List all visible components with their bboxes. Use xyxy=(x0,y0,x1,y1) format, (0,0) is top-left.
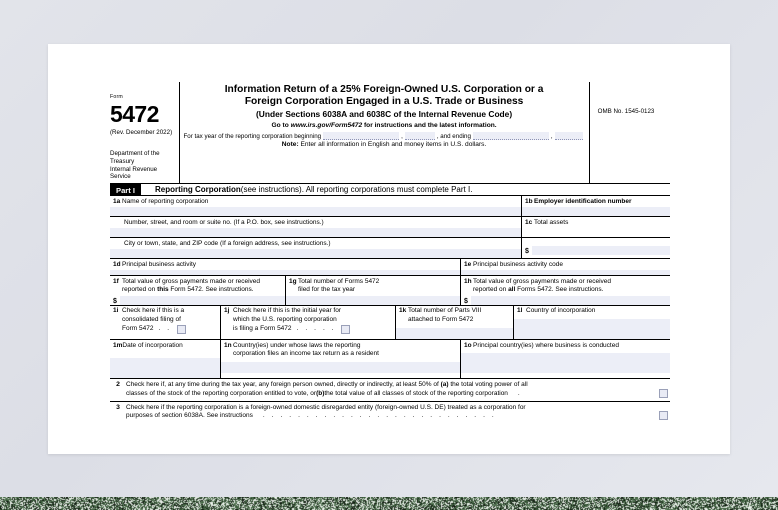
label-street: Number, street, and room or suite no. (If a P.O. box, see instructions.) xyxy=(124,218,324,226)
note-line xyxy=(184,141,585,149)
field-number-1a: 1a xyxy=(113,197,121,205)
bottom-noise-band xyxy=(0,497,778,510)
field-label-1n-a: Country(ies) under whose laws the reporting xyxy=(233,341,361,349)
item-2-line2-c: the total value of all classes of stock of the reporting corporation xyxy=(324,389,508,397)
form-header xyxy=(110,82,670,184)
item-3-number: 3 xyxy=(116,403,120,411)
form-number: 5472 xyxy=(110,101,159,127)
cell-1d xyxy=(110,259,460,275)
field-label-1o: Principal country(ies) where business is conducted xyxy=(473,341,619,349)
field-number-1j: 1j xyxy=(224,307,230,315)
label-1j xyxy=(221,307,395,333)
cell-1j xyxy=(220,306,395,339)
field-label-1a: Name of reporting corporation xyxy=(122,197,209,205)
tax-year-comma-1: , xyxy=(401,133,403,141)
document-page xyxy=(48,44,730,454)
item-2-line-2 xyxy=(126,390,652,399)
label-1l xyxy=(514,307,670,316)
irs-url[interactable]: www.irs.gov/Form5472 xyxy=(290,122,363,130)
row-1m-1n-1o xyxy=(110,340,670,379)
field-label-1g-a: Total number of Forms 5472 xyxy=(298,277,380,285)
field-label-1h-a: Total value of gross payments made or received xyxy=(473,277,612,285)
input-street[interactable] xyxy=(110,228,521,237)
goto-suffix: for instructions and the latest information. xyxy=(362,122,497,130)
field-label-1f-c: Form 5472. See instructions. xyxy=(168,286,254,294)
tax-year-comma-2: , xyxy=(550,133,553,141)
label-1m xyxy=(110,342,220,351)
input-1b-ein[interactable] xyxy=(522,207,670,216)
input-1f-amount[interactable] xyxy=(120,296,285,305)
item-3-text xyxy=(126,404,656,421)
item-2-line2-a: classes of the stock of the reporting corporation entitled to vote, or xyxy=(126,389,317,397)
leader-dots-1i: . . xyxy=(158,324,172,332)
field-label-1j-b: which the U.S. reporting corporation xyxy=(233,316,337,324)
item-3-line-2 xyxy=(126,412,652,421)
field-number-1e: 1e xyxy=(464,260,472,268)
field-label-1g-b: filed for the tax year xyxy=(298,286,356,294)
cell-1m xyxy=(110,340,220,378)
cell-1f-amount xyxy=(110,295,285,305)
row-1f-1g-1h-amounts xyxy=(110,295,670,306)
item-2-line-1 xyxy=(126,381,652,390)
cell-1k xyxy=(395,306,513,339)
field-label-1f-b: reported on xyxy=(122,286,158,294)
note-label: Note: xyxy=(281,141,299,149)
tax-year-begin-input[interactable] xyxy=(323,132,399,140)
part-1-title xyxy=(141,184,472,195)
input-1l-country[interactable] xyxy=(514,319,670,339)
cell-1c-amount xyxy=(521,238,670,258)
cell-1a xyxy=(110,196,521,216)
form-title-line-1: Information Return of a 25% Foreign-Owned U.S. Corporation or a xyxy=(224,84,544,95)
input-1g-count[interactable] xyxy=(286,296,460,305)
dollar-sign-1c: $ xyxy=(525,248,529,256)
row-1d-1e xyxy=(110,259,670,276)
field-number-1h: 1h xyxy=(464,277,472,285)
field-label-1h-bold: all xyxy=(508,286,516,294)
field-label-1i-c: Form 5472 xyxy=(122,324,154,332)
row-1i-1j-1k-1l xyxy=(110,306,670,340)
field-number-1f: 1f xyxy=(113,277,119,285)
label-1f xyxy=(110,278,285,295)
field-label-1i-a: Check here if this is a xyxy=(122,307,185,315)
item-2 xyxy=(110,379,670,401)
field-number-1k: 1k xyxy=(399,307,407,315)
input-1o-countries[interactable] xyxy=(461,353,670,373)
part-1-title-bold: Reporting Corporation xyxy=(155,185,241,194)
field-label-1h-b: reported on xyxy=(473,286,509,294)
agency-block xyxy=(110,150,175,181)
field-label-1e: Principal business activity code xyxy=(473,260,563,268)
field-label-1l: Country of incorporation xyxy=(526,307,596,315)
agency-line-2: Internal Revenue Service xyxy=(110,165,158,181)
cell-1f xyxy=(110,276,285,295)
item-2-line1-a: Check here if, at any time during the tax year, any foreign person owned, directly or indirectly, at least 50% of xyxy=(126,381,441,389)
label-1g xyxy=(286,278,460,295)
item-2-checkbox-wrap xyxy=(656,381,670,398)
item-2-line1-b: (a) xyxy=(440,381,449,389)
item-2-text xyxy=(126,381,656,398)
cell-street xyxy=(110,217,521,237)
label-1b xyxy=(522,198,670,207)
form-identity-block xyxy=(110,82,179,183)
checkbox-1i[interactable] xyxy=(177,325,186,334)
cell-1b xyxy=(521,196,670,216)
tax-year-begin-year-input[interactable] xyxy=(405,132,435,140)
field-number-1m: 1m xyxy=(113,341,123,349)
label-1i xyxy=(110,307,220,333)
cell-1o xyxy=(460,340,670,378)
item-2-line2-b: (b) xyxy=(316,389,325,397)
item-3-checkbox-wrap xyxy=(656,404,670,421)
checkbox-item-2[interactable] xyxy=(659,389,668,398)
item-3-line-1: Check here if the reporting corporation is a foreign-owned domestic disregarded entity (foreign-owned U.S. DE) treated as a corporation for xyxy=(126,403,526,411)
input-city[interactable] xyxy=(110,249,521,258)
omb-block xyxy=(590,82,670,183)
cell-1i xyxy=(110,306,220,339)
dollar-sign-1h: $ xyxy=(464,297,468,305)
field-label-1k-b: attached to Form 5472 xyxy=(408,316,474,324)
cell-1l xyxy=(513,306,670,339)
row-1a-1b xyxy=(110,196,670,217)
label-1c xyxy=(522,219,670,228)
field-label-1f-a: Total value of gross payments made or received xyxy=(122,277,261,285)
input-1d-activity[interactable] xyxy=(110,270,460,275)
row-1f-1g-1h xyxy=(110,276,670,295)
cell-1g xyxy=(285,276,460,295)
input-1c-total-assets[interactable] xyxy=(532,246,670,255)
part-1-tag: Part I xyxy=(110,184,141,195)
tax-year-prefix: For tax year of the reporting corporation beginning xyxy=(183,133,322,141)
cell-city xyxy=(110,238,521,258)
form-title-line-2: Foreign Corporation Engaged in a U.S. Trade or Business xyxy=(244,96,524,108)
field-label-1n-b: corporation files an income tax return as a resident xyxy=(233,350,379,358)
cell-1h-amount xyxy=(460,295,670,305)
input-1h-amount[interactable] xyxy=(471,296,670,305)
item-2-number: 2 xyxy=(116,381,120,389)
cell-1e xyxy=(460,259,670,275)
cell-1n xyxy=(220,340,460,378)
field-number-1b: 1b xyxy=(525,197,533,205)
label-1o xyxy=(461,342,670,351)
part-1-title-rest: (see instructions). All reporting corporations must complete Part I. xyxy=(240,185,473,194)
field-label-1i-b: consolidated filing of xyxy=(122,316,181,324)
item-3 xyxy=(110,402,670,423)
input-1k-parts-count[interactable] xyxy=(396,328,513,339)
field-label-1j-c: is filing a Form 5472 xyxy=(233,324,292,332)
tax-year-end-input[interactable] xyxy=(473,132,549,140)
field-label-1d: Principal business activity xyxy=(122,260,197,268)
note-text: Enter all information in English and money items in U.S. dollars. xyxy=(298,141,487,149)
tax-year-end-year-input[interactable] xyxy=(555,132,583,140)
item-2-line1-c: the total voting power of all xyxy=(448,381,528,389)
label-1n xyxy=(221,342,460,359)
leader-dots-item-2: . xyxy=(517,389,523,397)
goto-prefix: Go to xyxy=(271,122,291,130)
input-1m-date[interactable] xyxy=(110,358,220,378)
field-label-1f-bold: this xyxy=(157,286,169,294)
dollar-sign-1f: $ xyxy=(113,297,117,305)
form-subtitle: (Under Sections 6038A and 6038C of the Internal Revenue Code) xyxy=(256,109,513,120)
part-1-header xyxy=(110,184,670,196)
row-street-1c xyxy=(110,217,670,238)
omb-number: OMB No. 1545-0123 xyxy=(597,108,655,115)
label-1e xyxy=(461,261,670,270)
leader-dots-item-3: . . . . . . . . . . . . . . . . . . . . . . . . . . . xyxy=(262,412,497,420)
label-1h xyxy=(461,278,670,295)
field-label-1j-a: Check here if this is the initial year for xyxy=(233,307,342,315)
label-1d xyxy=(110,261,460,270)
label-city: City or town, state, and ZIP code (If a foreign address, see instructions.) xyxy=(124,239,331,247)
field-label-1k-a: Total number of Parts VIII xyxy=(408,307,482,315)
field-label-1c: Total assets xyxy=(534,218,569,226)
checkbox-1j[interactable] xyxy=(341,325,350,334)
goto-line xyxy=(184,122,585,129)
cell-1h xyxy=(460,276,670,295)
field-label-1m: Date of incorporation xyxy=(122,341,183,349)
tax-year-line xyxy=(184,132,585,140)
form-title-block xyxy=(179,82,590,183)
checkbox-item-3[interactable] xyxy=(659,411,668,420)
field-label-1b: Employer identification number xyxy=(534,197,632,205)
input-1n-countries[interactable] xyxy=(221,362,460,373)
noise-canvas xyxy=(0,497,778,510)
input-1e-activity-code[interactable] xyxy=(461,270,670,275)
agency-line-1: Department of the Treasury xyxy=(110,150,160,165)
item-3-line2-a: purposes of section 6038A. See instructions xyxy=(126,412,253,420)
form-word-label: Form xyxy=(110,94,123,100)
row-city-1c-amount xyxy=(110,238,670,259)
field-number-1o: 1o xyxy=(464,341,472,349)
field-label-1h-c: Forms 5472. See instructions. xyxy=(515,286,604,294)
input-1a-name[interactable] xyxy=(110,207,521,216)
field-number-1c: 1c xyxy=(525,218,533,226)
tax-year-mid: , and ending xyxy=(436,133,471,141)
field-number-1n: 1n xyxy=(224,341,232,349)
cell-1g-amount xyxy=(285,295,460,305)
form-revision-date: (Rev. December 2022) xyxy=(110,129,173,136)
label-1a xyxy=(110,198,521,207)
field-number-1l: 1l xyxy=(517,307,523,315)
label-1k xyxy=(396,307,513,324)
cell-1c xyxy=(521,217,670,237)
leader-dots-1j: . . . . . xyxy=(296,324,337,332)
form-5472 xyxy=(110,82,670,423)
field-number-1i: 1i xyxy=(113,307,119,315)
field-number-1g: 1g xyxy=(289,277,297,285)
field-number-1d: 1d xyxy=(113,260,121,268)
